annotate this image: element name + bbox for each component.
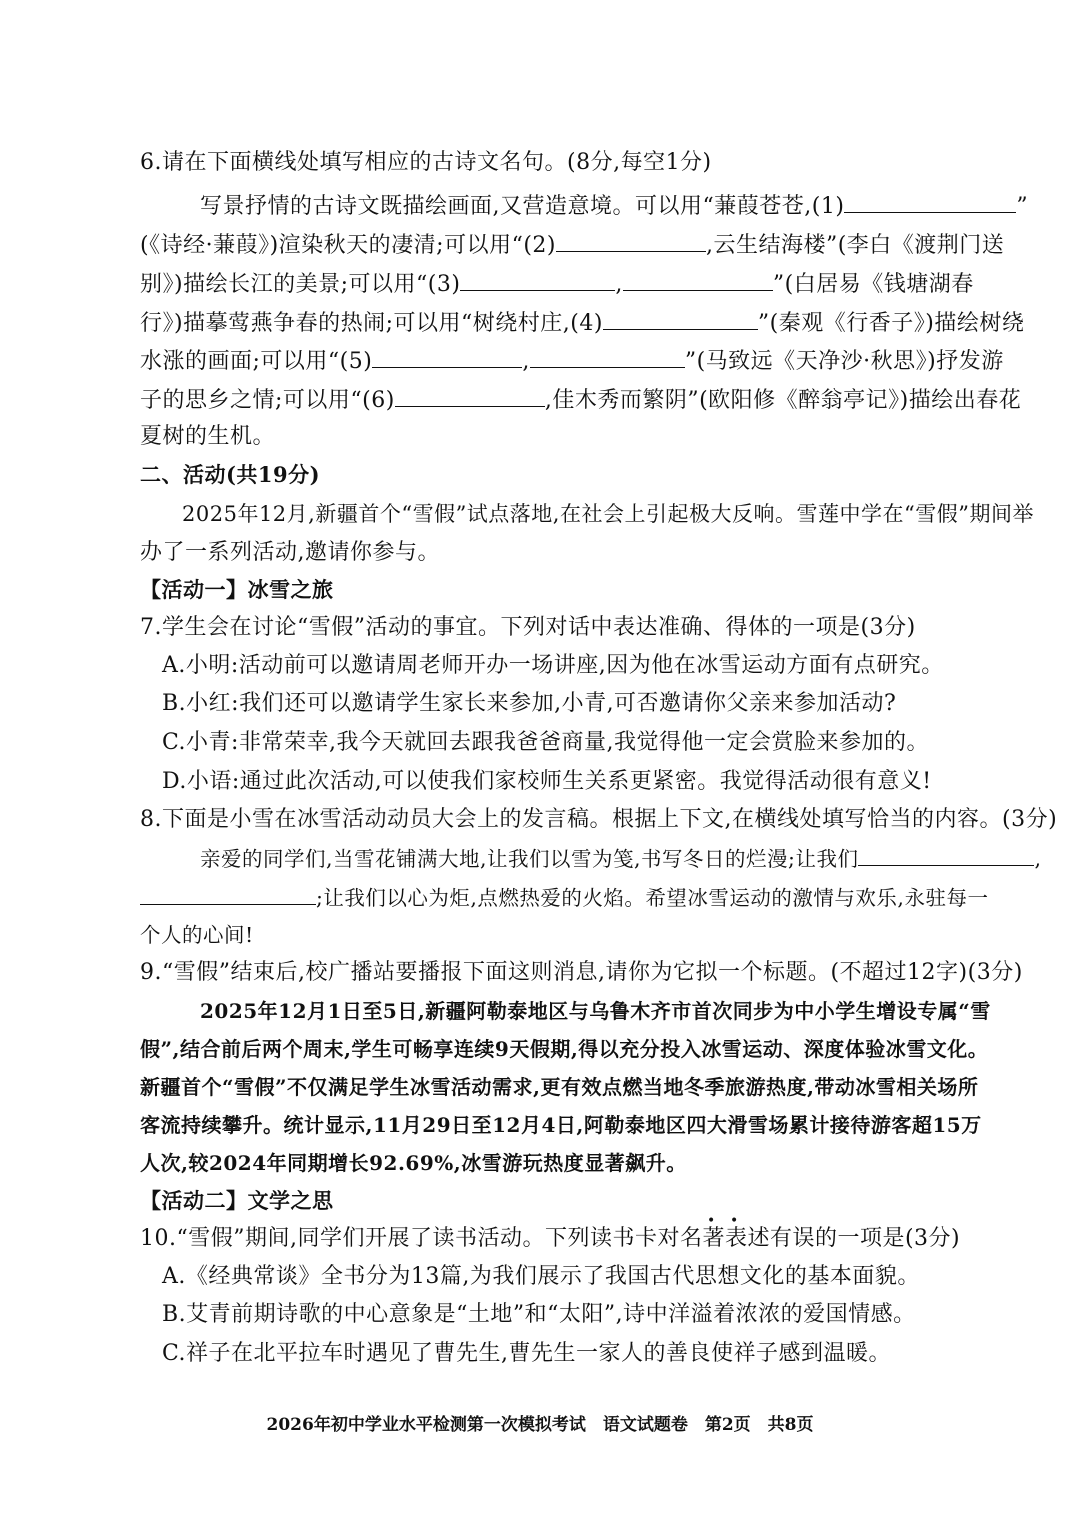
q9-paragraph-line-3: 新疆首个“雪假”不仅满足学生冰雪活动需求,更有效点燃当地冬季旅游热度,带动冰雪相关场所 xyxy=(140,1075,979,1099)
q8-stem: 8.下面是小雪在冰雪活动动员大会上的发言稿。根据上下文,在横线处填写恰当的内容。(3分) xyxy=(140,807,1058,832)
activity-2-title: 【活动二】文学之思 xyxy=(140,1188,334,1213)
emphasis-dot: • xyxy=(707,1213,716,1229)
q8-line-2: ;让我们以心为炬,点燃热爱的火焰。希望冰雪运动的激情与欢乐,永驻每一 xyxy=(140,882,988,913)
q7-option-b[interactable]: B.小红:我们还可以邀请学生家长来参加,小青,可否邀请你父亲来参加活动? xyxy=(162,691,897,716)
q8-answer-blank-1[interactable] xyxy=(858,843,1034,866)
q9-paragraph-line-5: 人次,较2024年同期增长92.69%,冰雪游玩热度显著飙升。 xyxy=(140,1151,687,1175)
q10-option-a[interactable]: A.《经典常谈》全书分为13篇,为我们展示了我国古代思想文化的基本面貌。 xyxy=(162,1264,920,1289)
q7-option-d[interactable]: D.小语:通过此次活动,可以使我们家校师生关系更紧密。我觉得活动很有意义! xyxy=(162,769,932,794)
q10-option-c[interactable]: C.祥子在北平拉车时遇见了曹先生,曹先生一家人的善良使祥子感到温暖。 xyxy=(162,1341,892,1366)
answer-blank-3b[interactable] xyxy=(623,268,773,291)
q7-stem: 7.学生会在讨论“雪假”活动的事宜。下列对话中表达准确、得体的一项是(3分) xyxy=(140,615,916,640)
q8-line-3: 个人的心间! xyxy=(140,923,254,947)
answer-blank-6[interactable] xyxy=(395,384,545,407)
q6-line-1: 写景抒情的古诗文既描绘画面,又营造意境。可以用“蒹葭苍苍,(1) ” xyxy=(200,190,1028,222)
q6-line-4: 行》)描摹莺燕争春的热闹;可以用“树绕村庄,(4) ”(秦观《行香子》)描绘树绕 xyxy=(140,307,1024,339)
q6-line-3: 别》)描绘长江的美景;可以用“(3) , ”(白居易《钱塘湖春 xyxy=(140,268,974,300)
q10-option-b[interactable]: B.艾青前期诗歌的中心意象是“土地”和“太阳”,诗中洋溢着浓浓的爱国情感。 xyxy=(162,1302,916,1327)
answer-blank-1[interactable] xyxy=(844,190,1016,213)
section-2-title: 二、活动(共19分) xyxy=(140,462,321,487)
q9-paragraph-line-1: 2025年12月1日至5日,新疆阿勒泰地区与乌鲁木齐市首次同步为中小学生增设专属“雪 xyxy=(200,999,991,1023)
q9-stem: 9.“雪假”结束后,校广播站要播报下面这则消息,请你为它拟一个标题。(不超过12字)(3分) xyxy=(140,960,1023,985)
section-2-intro-2: 办了一系列活动,邀请你参与。 xyxy=(140,540,440,565)
answer-blank-5a[interactable] xyxy=(372,345,522,368)
answer-blank-3a[interactable] xyxy=(460,268,615,291)
page-footer: 2026年初中学业水平检测第一次模拟考试 语文试题卷 第2页 共8页 xyxy=(266,1415,814,1435)
q6-line-5: 水涨的画面;可以用“(5) , ”(马致远《天净沙·秋思》)抒发游 xyxy=(140,345,1004,377)
emphasis-dot: • xyxy=(730,1213,739,1229)
activity-1-title: 【活动一】冰雪之旅 xyxy=(140,577,334,602)
q7-option-c[interactable]: C.小青:非常荣幸,我今天就回去跟我爸爸商量,我觉得他一定会赏脸来参加的。 xyxy=(162,730,929,755)
q6-line-7: 夏树的生机。 xyxy=(140,424,276,449)
q9-paragraph-line-2: 假”,结合前后两个周末,学生可畅享连续9天假期,得以充分投入冰雪运动、深度体验冰雪文化。 xyxy=(140,1037,989,1061)
section-2-intro-1: 2025年12月,新疆首个“雪假”试点落地,在社会上引起极大反响。雪莲中学在“雪假”期间举 xyxy=(182,502,1034,526)
q10-stem: 10.“雪假”期间,同学们开展了读书活动。下列读书卡对名著表述有误的一项是(3分) xyxy=(140,1226,961,1251)
answer-blank-5b[interactable] xyxy=(530,345,685,368)
q8-answer-blank-2[interactable] xyxy=(140,882,316,905)
q6-stem: 6.请在下面横线处填写相应的古诗文名句。(8分,每空1分) xyxy=(140,150,712,175)
q8-line-1: 亲爱的同学们,当雪花铺满大地,让我们以雪为笺,书写冬日的烂漫;让我们 , xyxy=(200,843,1042,874)
answer-blank-2[interactable] xyxy=(556,229,706,252)
q9-paragraph-line-4: 客流持续攀升。统计显示,11月29日至12月4日,阿勒泰地区四大滑雪场累计接待游客超15万 xyxy=(140,1113,982,1137)
q6-line-6: 子的思乡之情;可以用“(6) ,佳木秀而繁阴”(欧阳修《醉翁亭记》)描绘出春花 xyxy=(140,384,1021,416)
q6-line-2: (《诗经·蒹葭》)渲染秋天的凄清;可以用“(2) ,云生结海楼”(李白《渡荆门送 xyxy=(140,229,1004,261)
q7-option-a[interactable]: A.小明:活动前可以邀请周老师开办一场讲座,因为他在冰雪运动方面有点研究。 xyxy=(162,653,944,678)
answer-blank-4[interactable] xyxy=(603,307,758,330)
